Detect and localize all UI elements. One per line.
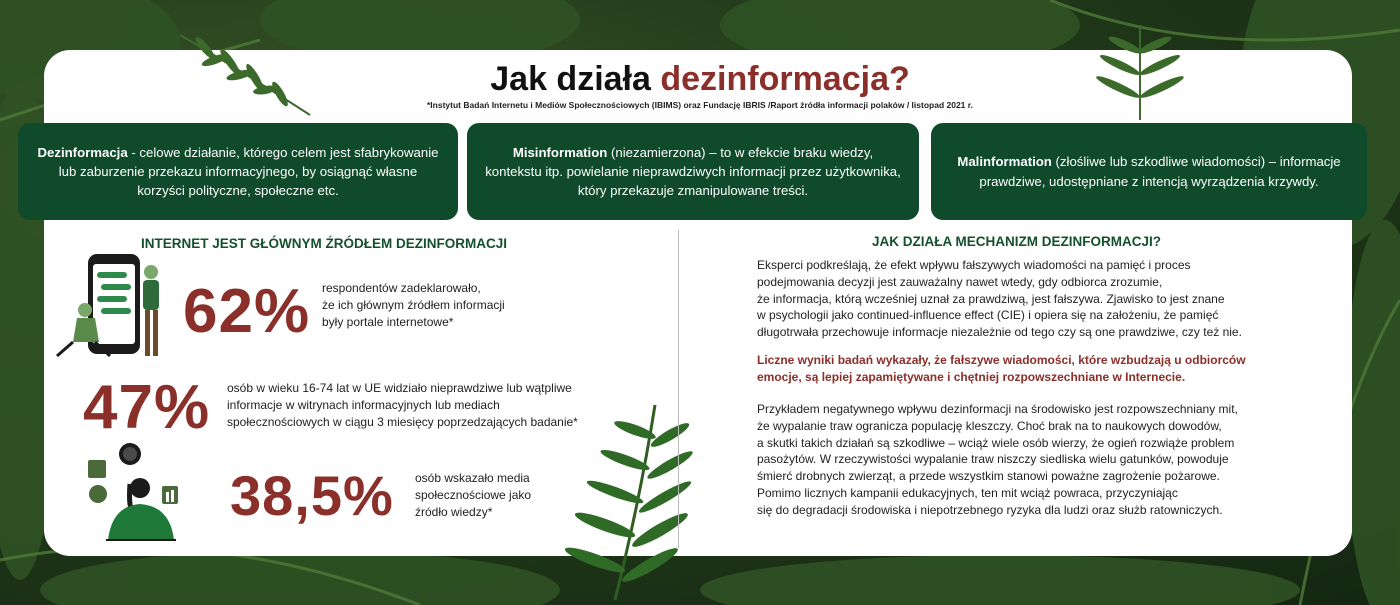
right-section-heading: JAK DZIAŁA MECHANIZM DEZINFORMACJI?: [872, 234, 1161, 249]
definition-card-misinformation: Misinformation (niezamierzona) – to w efekcie braku wiedzy, kontekstu itp. powielanie nieprawdziwych informacji przez użytkownika, który przekazuje zmanipulowane treści.: [467, 123, 919, 220]
mechanism-paragraph-highlight: Liczne wyniki badań wykazały, że fałszywe wiadomości, które wzbudzają u odbiorców emocje, są lepiej zapamiętywane i chętniej rozpowszechniane w Internecie.: [757, 353, 1246, 384]
stat-description-38-5: osób wskazało media społecznościowe jako źródło wiedzy*: [415, 471, 532, 519]
stat-value-47: 47%: [83, 373, 211, 442]
stat-description-62: respondentów zadeklarowało, że ich głównym źródłem informacji były portale internetowe*: [322, 281, 505, 329]
left-section-heading: INTERNET JEST GŁÓWNYM ŹRÓDŁEM DEZINFORMACJI: [141, 236, 507, 251]
source-note: *Instytut Badań Internetu i Mediów Społecznościowych (IBIMS) oraz Fundację IBRIS /Raport źródła informacji polaków / listopad 2021 r.: [427, 100, 973, 110]
stat-value-62: 62%: [183, 277, 311, 346]
stat-value-38-5: 38,5%: [230, 464, 394, 527]
definition-card-disinformation: Dezinformacja - celowe działanie, którego celem jest sfabrykowanie lub zaburzenie przekazu informacyjnego, by osiągnąć własne korzyści polityczne, społeczne etc.: [18, 123, 458, 220]
person-media-illustration: [78, 440, 188, 552]
fern-bottom-center: [545, 400, 725, 605]
stat-description-47: osób w wieku 16-74 lat w UE widziało nieprawdziwe lub wątpliwe informacje w witrynach informacyjnych lub mediach społecznościowych w ciągu 3 miesięcy poprzedzających badanie*: [227, 381, 578, 429]
phone-people-illustration: [55, 252, 180, 364]
definition-card-malinformation: Malinformation (złośliwe lub szkodliwe wiadomości) – informacje prawdziwe, udostępniane z intencją wyrządzenia krzywdy.: [931, 123, 1367, 220]
column-divider: [678, 230, 679, 548]
mechanism-paragraph-example: Przykładem negatywnego wpływu dezinformacji na środowisko jest rozpowszechniany mit, że wypalanie traw ogranicza populację kleszczy. Choć brak na to naukowych dowodów, a skutki takich działań są szkodliwe – wciąż wiele osób wierzy, że ogień rozwiąże problem pasożytów. W rzeczywistości wypalanie traw niszczy siedliska wielu gatunków, powoduje śmierć drobnych zwierząt, a przede wszystkim stanowi poważne zagrożenie pożarowe. Pomimo licznych kampanii edukacyjnych, ten mit wciąż powraca, przyczyniając się do degradacji środowiska i niepotrzebnego ryzyka dla ludzi oraz służb ratowniczych.: [757, 402, 1238, 517]
mechanism-paragraph-1: Eksperci podkreślają, że efekt wpływu fałszywych wiadomości na pamięć i proces podejmowania decyzji jest zauważalny nawet wtedy, gdy odbiorca zrozumie, że informacja, którą wcześniej uznał za prawdziwą, jest fałszywa. Zjawisko to jest znane w psychologii jako continued-influence effect (CIE) i opiera się na założeniu, że pamięć długotrwała przechowuje informacje niezależnie od tego czy są one prawdziwe, czy też nie.: [757, 258, 1242, 340]
page-title: Jak działa dezinformacja?: [490, 60, 910, 98]
